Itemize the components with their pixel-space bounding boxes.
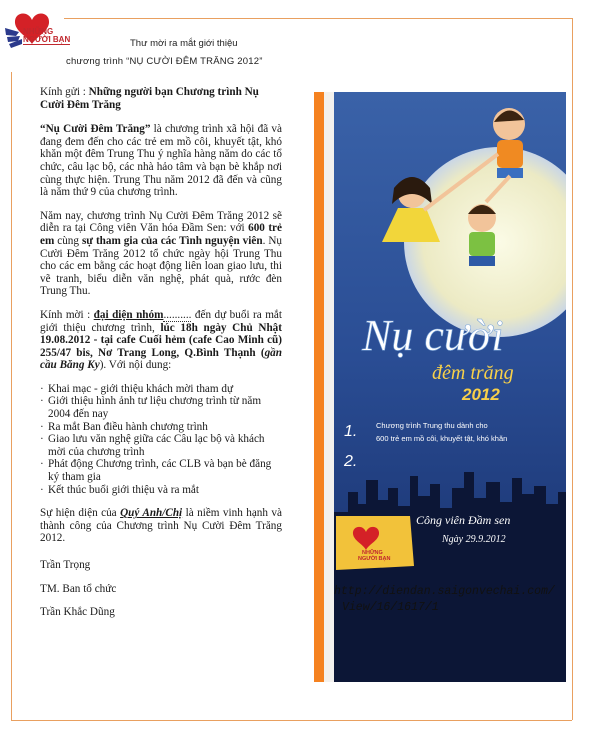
poster-title-1: Nụ cười (362, 311, 504, 360)
volunteers-text: sự tham gia của các Tình nguyện viên (81, 234, 263, 247)
invite-paren-open: ( (255, 346, 265, 359)
poster-item-1-text-b: 600 trẻ em mồ côi, khuyết tật, khó khăn (376, 434, 508, 443)
poster-venue: Công viên Đầm sen (416, 513, 511, 527)
list-item: · Phát động Chương trình, các CLB và bạn bè đăng ký tham gia (40, 458, 282, 483)
greeting-label: Kính gửi : (40, 86, 89, 98)
invitee-blank: .......... (163, 308, 192, 321)
closing-text-c: là niềm vinh hạnh và thành công của Chương trình Nụ Cười Đêm Trăng 2012. (40, 507, 282, 545)
page-frame-right (572, 18, 573, 720)
signature-name-1: Trần Trọng (40, 559, 91, 571)
poster-logo-text-2: NGƯỜI BẠN (358, 556, 391, 562)
closing-text-a: Sự hiện diện của (40, 507, 121, 520)
poster-logo-text-1: NHỮNG (362, 550, 383, 556)
this-year-text-c: cùng (54, 234, 82, 247)
invite-text-c: đến dự buổi ra mắt giới thiệu chương trình, (40, 308, 282, 334)
children-count: 600 trẻ em (40, 222, 282, 247)
poster-title-2: đêm trăng (432, 362, 514, 384)
list-item: · Giới thiệu hình ảnh tư liệu chương trình từ năm 2004 đến nay (40, 395, 282, 420)
forum-link-line-2[interactable]: View/16/1617/1 (342, 601, 439, 614)
header-line-1: Thư mời ra mắt giới thiệu (130, 38, 238, 49)
invitation-letter (40, 86, 282, 630)
this-year-text-a: Năm nay, chương trình Nụ Cười Đêm Trăng 2012 sẽ diễn ra tại Công viên Văn hóa Đầm Sen: với (40, 209, 282, 235)
header-line-2: chương trình “NỤ CƯỜI ĐÊM TRĂNG 2012” (66, 56, 263, 67)
signature-name-2: Trần Khắc Dũng (40, 606, 115, 619)
poster-item-1-number: 1. (344, 423, 358, 440)
invite-text-g: ). Với nội dung: (99, 359, 172, 372)
this-year-text-e: . Nụ Cười Đêm Trăng 2012 tổ chức ngày hội Trung Thu cho các em bằng các hoạt động liên loan giao lưu, thi vẽ tranh, biểu diễn văn nghệ, phát quà, rước đèn Trung Thu. (40, 234, 282, 298)
landmark: gần cầu Băng Ky (40, 346, 282, 372)
invite-label: Kính mời : (40, 308, 94, 321)
poster-title-year: 2012 (462, 385, 500, 404)
forum-link-line-1[interactable]: http://diendan.saigonvechai.com/ (334, 585, 555, 598)
greeting (40, 86, 282, 111)
poster-item-1-text-a: Chương trình Trung thu dành cho (376, 421, 488, 430)
page-frame-left (11, 72, 12, 720)
invitee: đại diện nhóm (93, 308, 164, 321)
agenda-list (40, 383, 282, 496)
brand-logo-text: NHỮNG NGƯỜI BẠN (23, 27, 71, 44)
paragraph-invitation (40, 309, 282, 372)
honorific: Quý Anh/Chị (120, 507, 183, 520)
paragraph-closing (40, 507, 282, 545)
list-item: · Ra mắt Ban điều hành chương trình (40, 421, 282, 434)
intro-text: là chương trình xã hội đã và đang đem đến cho các trẻ em mồ côi, khuyết tật, khó khăn một đêm Trung Thu ý nghĩa hàng năm do các tổ chức, câu lạc bộ, các nhà hảo tâm và bạn bè khắp nơi cùng thực hiện. Trung Thu năm 2012 đã đến và cũng là năm thứ 9 của chương trình. (40, 123, 282, 199)
greeting-recipient: Những người bạn Chương trình Nụ Cười Đêm Trăng (40, 86, 259, 111)
event-time-place: lúc 18h ngày Chủ Nhật 19.08.2012 - tại cafe Cuối hẻm (cafe Cao Minh cũ) 255/47 bis, Nơ Trang Long, Q.Bình Thạnh (40, 321, 283, 359)
poster-date: Ngày 29.9.2012 (442, 534, 506, 545)
forum-link[interactable] (334, 584, 555, 616)
list-item: · Giao lưu văn nghệ giữa các Câu lạc bộ và khách mời của chương trình (40, 433, 282, 458)
paragraph-this-year (40, 210, 282, 298)
signature-title: TM. Ban tổ chức (40, 582, 117, 595)
list-item: · Khai mạc - giới thiệu khách mời tham dự (40, 383, 282, 396)
list-item: · Kết thúc buổi giới thiệu và ra mắt (40, 484, 282, 497)
page-frame-bottom (11, 720, 572, 721)
poster-item-2-number: 2. (344, 453, 358, 470)
paragraph-intro (40, 123, 282, 199)
program-name: “Nụ Cười Đêm Trăng” (40, 123, 151, 136)
page-frame-top (64, 18, 572, 19)
